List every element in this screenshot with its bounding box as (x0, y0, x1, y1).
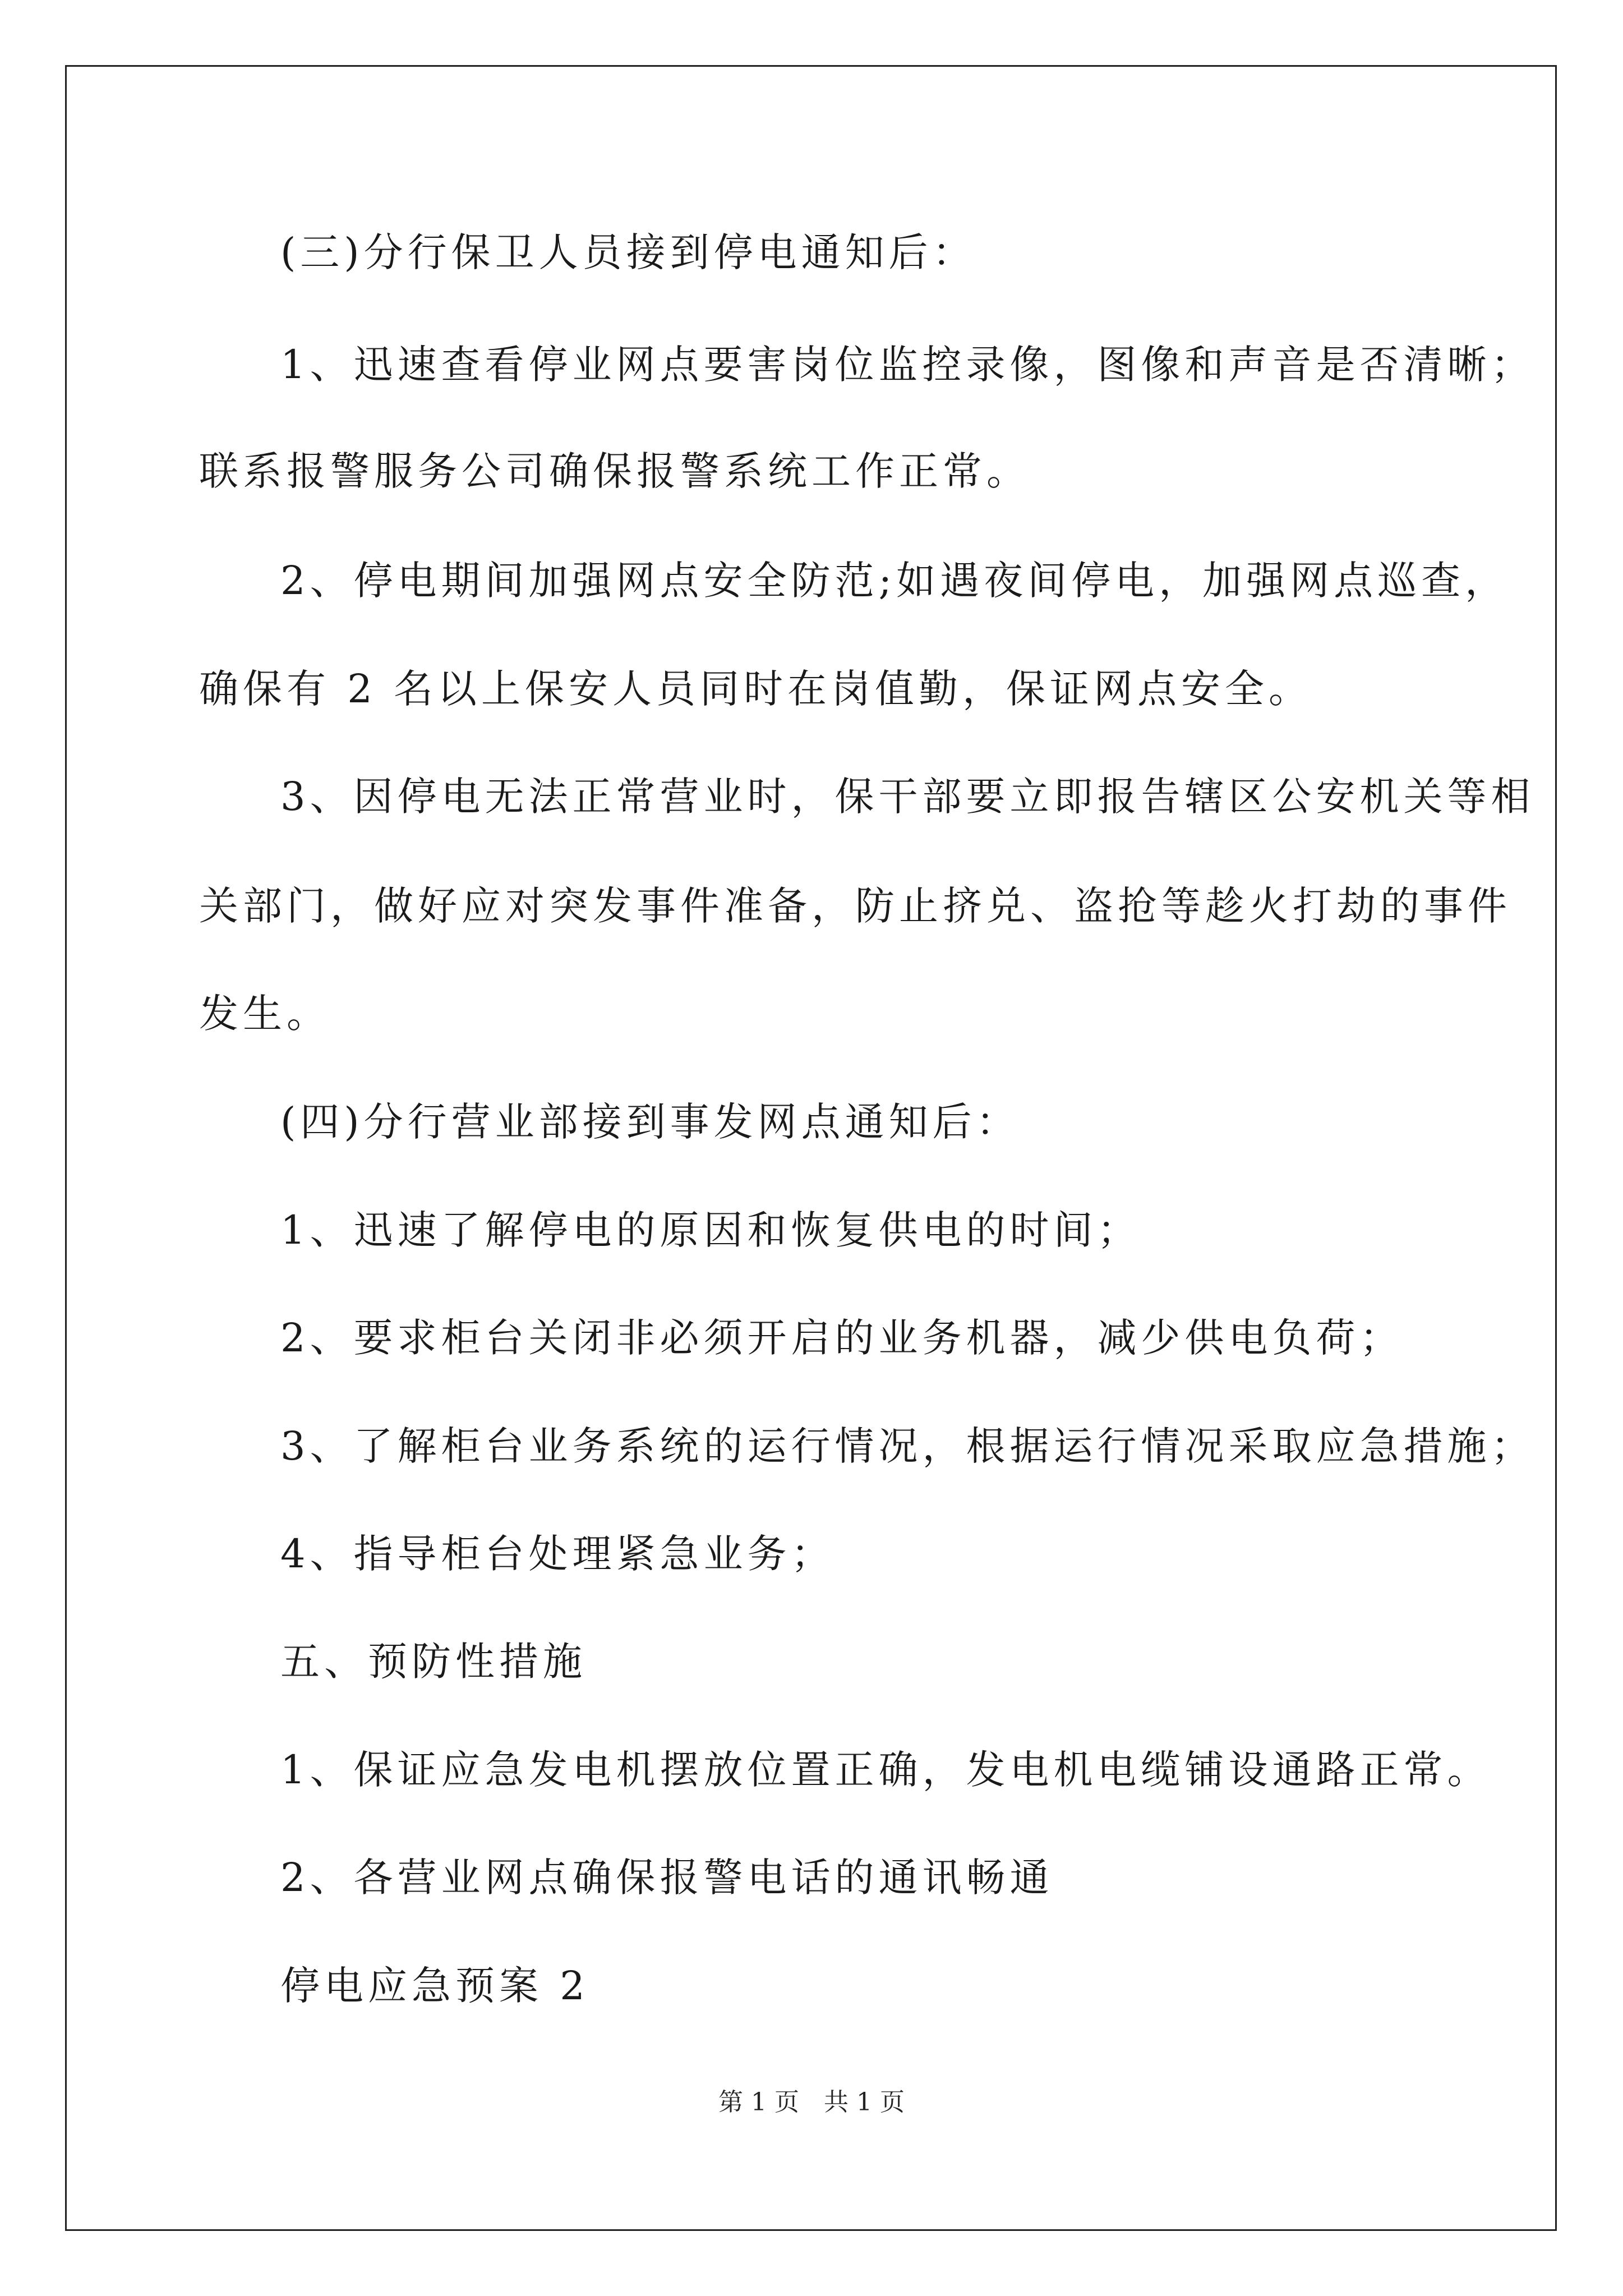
paragraph-line: 确保有 2 名以上保安人员同时在岗值勤，保证网点安全。 (199, 666, 1313, 712)
section-heading-4: (四)分行营业部接到事发网点通知后： (280, 1099, 1020, 1145)
section-heading-5: 五、预防性措施 (280, 1639, 587, 1685)
paragraph-line: 3、了解柜台业务系统的运行情况，根据运行情况采取应急措施； (280, 1423, 1535, 1469)
paragraph-line: 4、指导柜台处理紧急业务； (280, 1531, 835, 1577)
paragraph-line: 1、迅速了解停电的原因和恢复供电的时间； (280, 1207, 1141, 1253)
paragraph-line: 1、迅速查看停业网点要害岗位监控录像，图像和声音是否清晰； (280, 342, 1535, 388)
paragraph-line: 发生。 (199, 991, 330, 1037)
page-footer: 第 1 页 共 1 页 (718, 2088, 905, 2116)
paragraph-line: 关部门，做好应对突发事件准备，防止挤兑、盗抢等趁火打劫的事件 (199, 883, 1511, 929)
paragraph-line: 联系报警服务公司确保报警系统工作正常。 (199, 448, 1030, 494)
paragraph-line: 1、保证应急发电机摆放位置正确，发电机电缆铺设通路正常。 (280, 1747, 1491, 1793)
paragraph-line: 2、停电期间加强网点安全防范;如遇夜间停电，加强网点巡查， (280, 558, 1509, 604)
paragraph-line: 2、各营业网点确保报警电话的通讯畅通 (280, 1855, 1054, 1901)
document-title-next: 停电应急预案 2 (280, 1963, 589, 2009)
paragraph-line: 2、要求柜台关闭非必须开启的业务机器，减少供电负荷； (280, 1315, 1404, 1361)
section-heading-3: (三)分行保卫人员接到停电通知后： (280, 229, 976, 275)
paragraph-line: 3、因停电无法正常营业时，保干部要立即报告辖区公安机关等相 (280, 774, 1535, 820)
